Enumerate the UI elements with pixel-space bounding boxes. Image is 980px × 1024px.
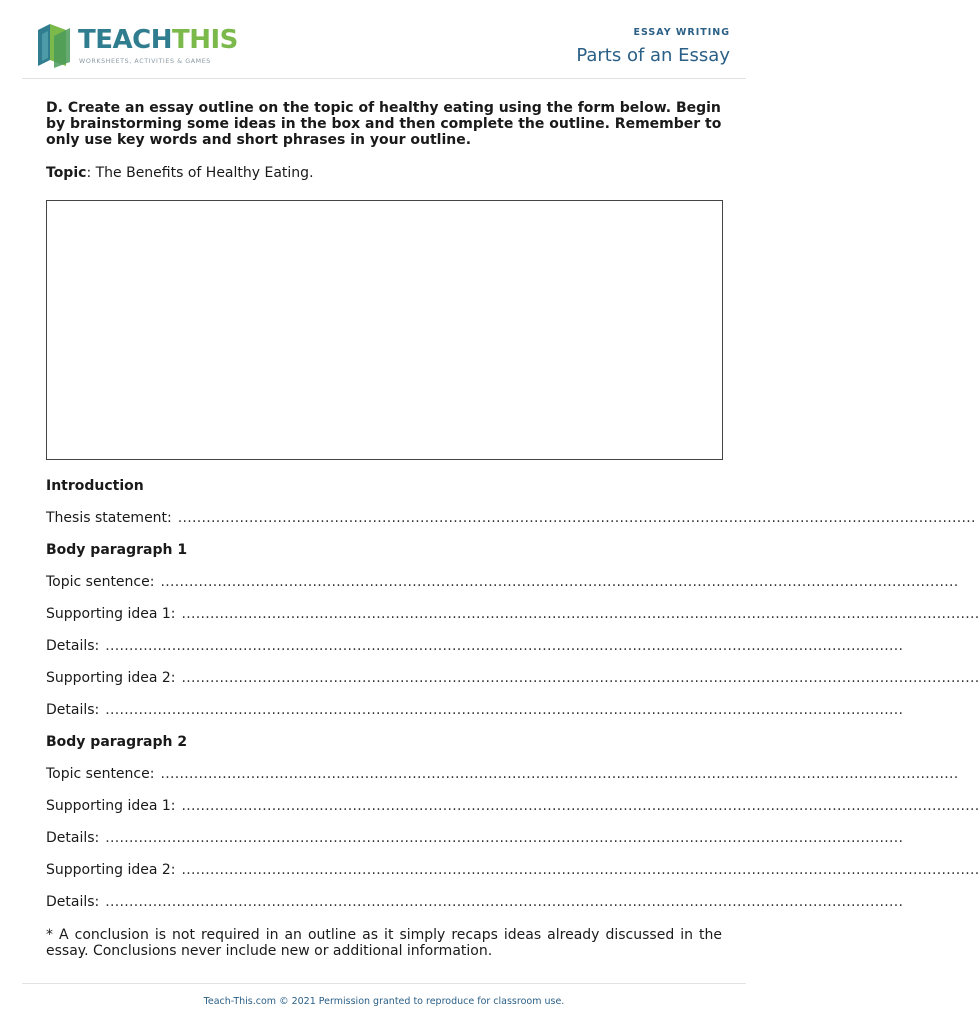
bp2-supporting-idea-2-line[interactable] — [46, 862, 980, 880]
bp2-supporting-idea-1-line[interactable] — [46, 798, 980, 816]
answer-dots[interactable]: ........................................................................................................................................................................ — [160, 766, 959, 782]
answer-dots[interactable]: ........................................................................................................................................................................ — [105, 830, 904, 846]
conclusion-note: * A conclusion is not required in an outline as it simply recaps ideas already discussed in the essay. Conclusions never include new or additional information. — [46, 927, 722, 959]
thesis-label: Thesis statement: — [46, 510, 172, 526]
answer-dots[interactable]: ........................................................................................................................................................................ — [181, 798, 980, 814]
thesis-statement-line[interactable] — [46, 510, 976, 528]
details-label: Details: — [46, 830, 100, 846]
supporting-idea-2-label: Supporting idea 2: — [46, 670, 176, 686]
header-titles — [576, 27, 730, 66]
teach-this-logo — [36, 22, 236, 70]
bp1-supporting-idea-2-line[interactable] — [46, 670, 980, 688]
logo-word-teach: TEACH — [78, 25, 172, 55]
answer-dots[interactable]: ........................................................................................................................................................................ — [105, 702, 904, 718]
page-title: Parts of an Essay — [576, 45, 730, 66]
answer-dots[interactable]: ........................................................................................................................................................................ — [181, 862, 980, 878]
answer-dots[interactable]: ........................................................................................................................................................................ — [177, 510, 976, 526]
topic-sentence-label: Topic sentence: — [46, 574, 155, 590]
page-header — [22, 0, 746, 79]
bp2-details-2-line[interactable] — [46, 894, 904, 912]
logo-word-this: THIS — [171, 25, 238, 55]
topic-label: Topic — [46, 165, 87, 181]
bp1-topic-sentence-line[interactable] — [46, 574, 959, 592]
bp2-topic-sentence-line[interactable] — [46, 766, 959, 784]
book-logo-icon — [36, 22, 76, 68]
task-instructions: D. Create an essay outline on the topic of healthy eating using the form below. Begin by brainstorming some ideas in the box and then complete the outline. Remember to only use key words and short phrases in your outline. — [46, 100, 722, 148]
answer-dots[interactable]: ........................................................................................................................................................................ — [160, 574, 959, 590]
answer-dots[interactable]: ........................................................................................................................................................................ — [181, 606, 980, 622]
bp1-supporting-idea-1-line[interactable] — [46, 606, 980, 624]
bp2-details-1-line[interactable] — [46, 830, 904, 848]
details-label: Details: — [46, 638, 100, 654]
bp1-details-1-line[interactable] — [46, 638, 904, 656]
topic-value: : The Benefits of Healthy Eating. — [86, 165, 314, 181]
body-paragraph-1-heading: Body paragraph 1 — [46, 542, 188, 558]
logo-wordmark — [78, 25, 238, 55]
body-paragraph-2-heading: Body paragraph 2 — [46, 734, 188, 750]
answer-dots[interactable]: ........................................................................................................................................................................ — [105, 894, 904, 910]
copyright-notice: Teach-This.com © 2021 Permission granted to reproduce for classroom use. — [203, 996, 565, 1007]
supporting-idea-2-label: Supporting idea 2: — [46, 862, 176, 878]
page-footer — [22, 983, 746, 1007]
topic-line — [46, 165, 314, 181]
introduction-heading: Introduction — [46, 478, 144, 494]
logo-tagline: WORKSHEETS, ACTIVITIES & GAMES — [79, 58, 211, 65]
answer-dots[interactable]: ........................................................................................................................................................................ — [105, 638, 904, 654]
details-label: Details: — [46, 894, 100, 910]
bp1-details-2-line[interactable] — [46, 702, 904, 720]
answer-dots[interactable]: ........................................................................................................................................................................ — [181, 670, 980, 686]
worksheet-content — [46, 100, 980, 959]
details-label: Details: — [46, 702, 100, 718]
supporting-idea-1-label: Supporting idea 1: — [46, 798, 176, 814]
brainstorm-box[interactable] — [46, 200, 723, 460]
section-kicker: ESSAY WRITING — [633, 27, 730, 38]
supporting-idea-1-label: Supporting idea 1: — [46, 606, 176, 622]
topic-sentence-label: Topic sentence: — [46, 766, 155, 782]
